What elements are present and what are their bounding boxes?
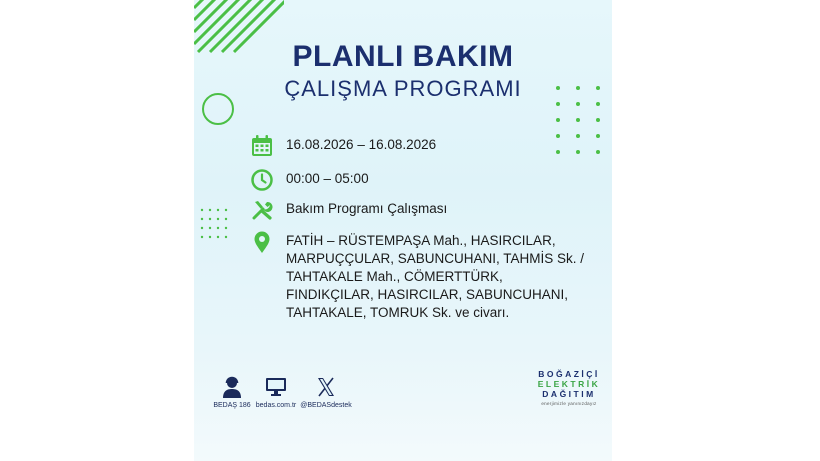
wrench-screwdriver-icon (250, 198, 274, 222)
map-pin-icon (250, 230, 274, 254)
time-range: 00:00 – 05:00 (286, 171, 369, 186)
work-type: Bakım Programı Çalışması (286, 201, 448, 216)
work-type-row (250, 198, 447, 222)
footer-phone (212, 376, 252, 409)
address-text (286, 230, 586, 322)
footer-social (300, 376, 352, 409)
maintenance-announcement-card (194, 0, 612, 461)
date-range: 16.08.2026 – 16.08.2026 (286, 137, 437, 152)
address-line: MARPUÇÇULAR, SABUNCUHANI, TAHMİS Sk. / (286, 251, 585, 266)
social-handle: @BEDASdestek (300, 402, 352, 409)
decorative-dot-grid-right (552, 84, 606, 158)
address-line: FINDIKÇILAR, HASIRCILAR, SABUNCUHANI, (286, 287, 569, 302)
logo-line-3: DAĞITIM (542, 389, 596, 399)
logo-tagline: enerjimizle yanınızdayız (541, 401, 597, 406)
phone-label: BEDAŞ 186 (213, 402, 251, 409)
logo-line-1: BOĞAZİÇİ (538, 369, 600, 379)
decorative-dot-grid-left (198, 206, 232, 242)
page-subtitle: ÇALIŞMA PROGRAMI (284, 76, 522, 101)
clock-icon (250, 168, 274, 192)
company-logo (532, 369, 606, 406)
website-label: bedas.com.tr (255, 402, 297, 409)
call-center-agent-icon (222, 376, 242, 398)
address-row (250, 230, 586, 322)
footer-website (254, 376, 298, 409)
monitor-icon (265, 376, 287, 398)
date-row (250, 134, 436, 158)
address-line: TAHTAKALE Mah., CÖMERTTÜRK, (286, 269, 503, 284)
time-row (250, 168, 369, 192)
page-title: PLANLI BAKIM (292, 40, 514, 73)
logo-line-2: ELEKTRİK (537, 379, 601, 389)
address-line: TAHTAKALE, TOMRUK Sk. ve civarı. (286, 305, 510, 320)
decorative-circle (202, 93, 234, 125)
x-logo-icon (316, 376, 336, 398)
calendar-icon (250, 134, 274, 158)
address-line: FATİH – RÜSTEMPAŞA Mah., HASIRCILAR, (286, 233, 556, 248)
